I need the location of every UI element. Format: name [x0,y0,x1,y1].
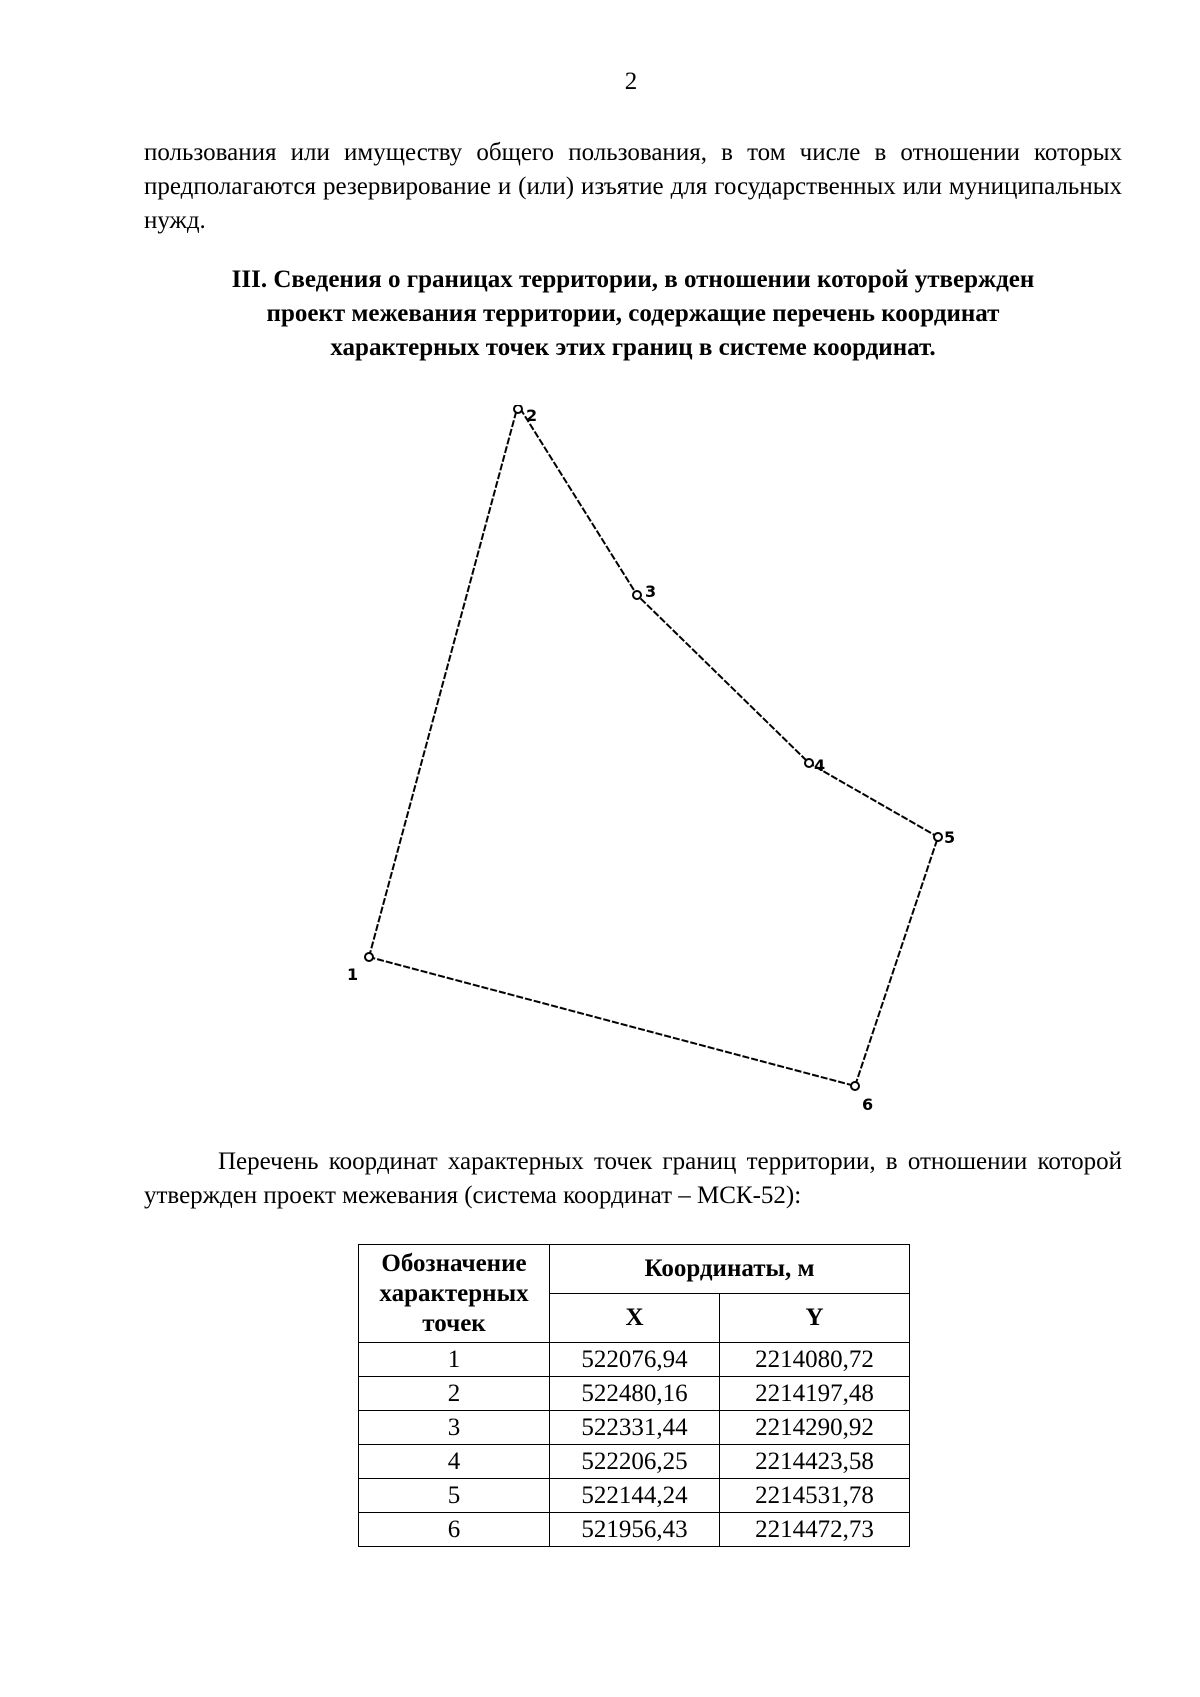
boundary-point-2 [514,405,522,413]
point-label-4: 4 [814,756,826,775]
section-heading-line-2: проект межевания территории, содержащие перечень координат [266,300,1000,327]
cell-y: 2214472,73 [720,1513,910,1547]
cell-x: 522076,94 [550,1343,720,1377]
cell-x: 521956,43 [550,1513,720,1547]
cell-point: 6 [359,1513,550,1547]
header-point-designation: Обозначение характерных точек [359,1245,550,1343]
cell-point: 5 [359,1479,550,1513]
boundary-polygon [369,405,938,1086]
header-y: Y [720,1294,910,1343]
cell-y: 2214290,92 [720,1411,910,1445]
point-label-5: 5 [944,828,956,847]
point-label-3: 3 [645,582,657,601]
boundary-point-1 [365,953,373,961]
header-x: X [550,1294,720,1343]
point-label-6: 6 [862,1095,874,1114]
cell-x: 522331,44 [550,1411,720,1445]
coordinates-table [358,1244,910,1547]
section-heading-line-1: III. Сведения о границах территории, в отношении которой утвержден [231,266,1035,293]
header-coordinates: Координаты, м [550,1245,910,1294]
page-number: 2 [624,68,638,95]
table-row [359,1377,910,1411]
table-row [359,1513,910,1547]
intro-paragraph: пользования или имуществу общего пользования, в том числе в отношении которых предполагаются резервирование и (или) изъятие для государственных или муниципальных нужд. [144,139,1122,234]
point-label-1: 1 [347,965,359,984]
cell-point: 1 [359,1343,550,1377]
cell-y: 2214080,72 [720,1343,910,1377]
boundary-diagram [340,405,960,1125]
list-intro: Перечень координат характерных точек границ территории, в отношении которой утвержден проект межевания (система координат – МСК-52): [144,1148,1122,1209]
boundary-point-6 [851,1082,859,1090]
boundary-point-4 [805,759,813,767]
point-label-2: 2 [526,406,538,425]
boundary-point-5 [934,833,942,841]
cell-point: 3 [359,1411,550,1445]
cell-y: 2214197,48 [720,1377,910,1411]
cell-y: 2214531,78 [720,1479,910,1513]
cell-x: 522144,24 [550,1479,720,1513]
table-row [359,1445,910,1479]
cell-point: 2 [359,1377,550,1411]
cell-point: 4 [359,1445,550,1479]
cell-x: 522480,16 [550,1377,720,1411]
table-row [359,1479,910,1513]
cell-x: 522206,25 [550,1445,720,1479]
boundary-point-3 [633,591,641,599]
table-row [359,1411,910,1445]
cell-y: 2214423,58 [720,1445,910,1479]
table-row [359,1343,910,1377]
section-heading-line-3: характерных точек этих границ в системе координат. [330,334,936,361]
section-heading [144,263,1122,365]
